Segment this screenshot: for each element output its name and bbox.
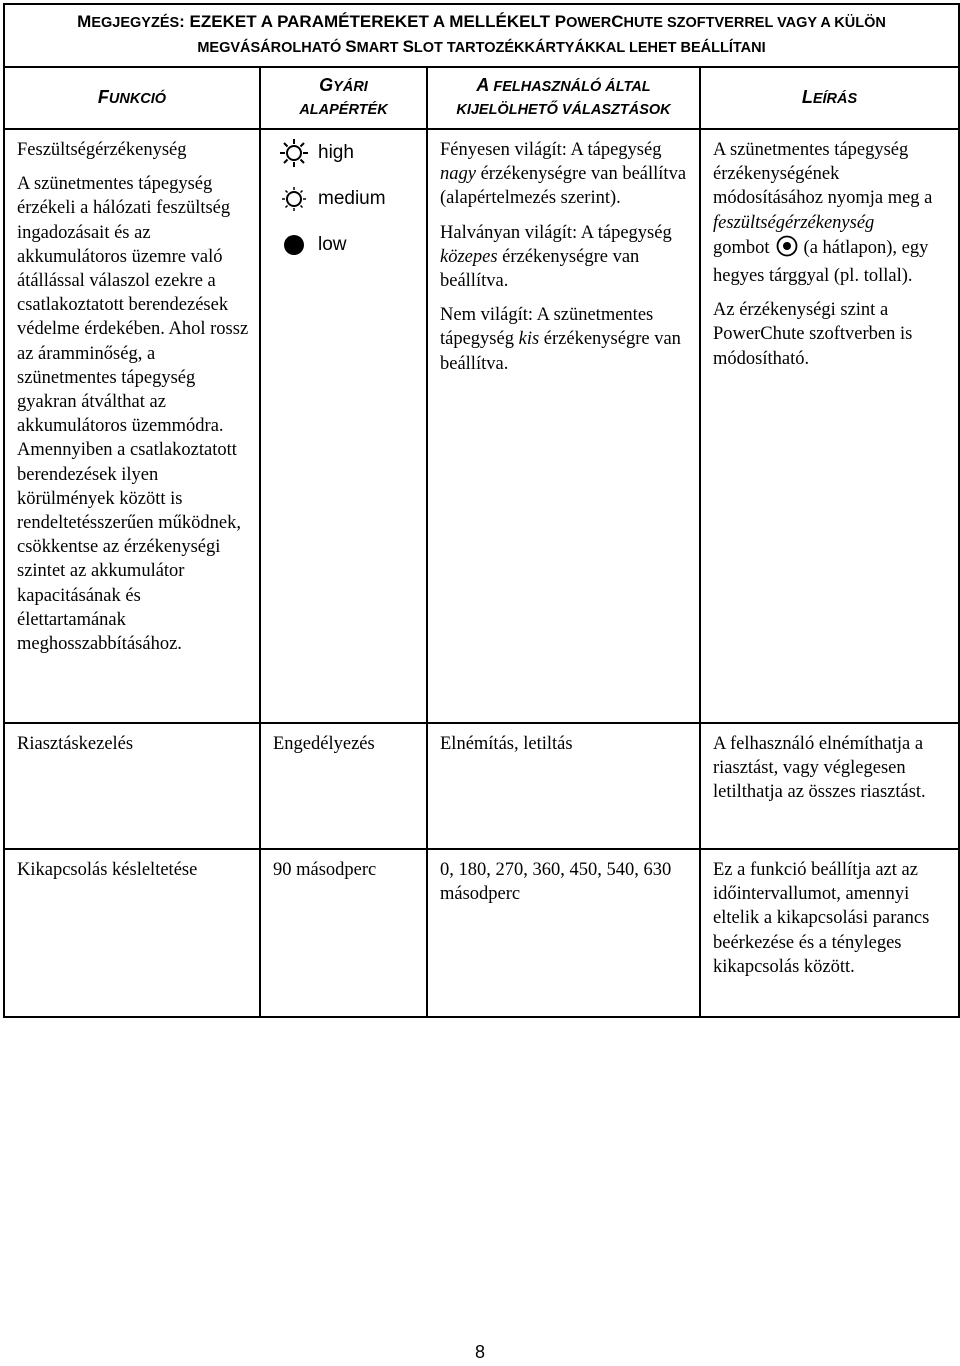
page-number: 8 xyxy=(474,1342,485,1362)
led-label-high: high xyxy=(318,142,354,163)
description-cell: A felhasználó elnémíthatja a riasztást, vagy véglegesen letilthatja az összes riasztást. xyxy=(700,723,959,849)
option-medium: Halványan világít: A tápegység közepes érzékenységre van beállítva. xyxy=(440,222,672,292)
settings-table xyxy=(3,3,960,1018)
description-paragraph-2: Az érzékenységi szint a PowerChute szoftverben is módosítható. xyxy=(713,300,913,369)
led-row-high xyxy=(273,138,416,184)
led-row-low xyxy=(273,230,416,276)
led-row-medium xyxy=(273,184,416,230)
table-row xyxy=(4,129,959,723)
description-paragraph-1: A szünetmentes tápegység érzékenységének módosításához nyomja meg a feszültségérzékenység gombot (a hátlapon), egy hegyes tárggyal (pl. tollal). xyxy=(713,140,933,287)
options-cell: Elnémítás, letiltás xyxy=(427,723,700,849)
default-cell: 90 másodperc xyxy=(260,849,427,1017)
note-banner xyxy=(4,4,959,67)
header-options: A FELHASZNÁLÓ ÁLTAL KIJELÖLHETŐ VÁLASZTÁSOK xyxy=(427,67,700,129)
led-off-icon xyxy=(279,230,309,265)
table-row xyxy=(4,849,959,1017)
header-default: GYÁRI ALAPÉRTÉK xyxy=(260,67,427,129)
function-cell: Kikapcsolás késleltetése xyxy=(4,849,260,1017)
option-low: Nem világít: A szünetmentes tápegység kis érzékenységre van beállítva. xyxy=(440,305,681,374)
header-function: FUNKCIÓ xyxy=(4,67,260,129)
note-line-2: MEGVÁSÁROLHATÓ SMART SLOT TARTOZÉKKÁRTYÁKKAL LEHET BEÁLLÍTANI xyxy=(197,37,766,56)
led-dim-icon xyxy=(279,184,309,219)
header-description: LEÍRÁS xyxy=(700,67,959,129)
function-cell: Riasztáskezelés xyxy=(4,723,260,849)
sensitivity-button-icon xyxy=(776,235,798,264)
function-cell xyxy=(4,129,260,723)
led-label-low: low xyxy=(318,234,347,255)
function-text: A szünetmentes tápegység érzékeli a hálózati feszültség ingadozásait és az akkumulátoros üzemre való átállással válaszol ezekre a csatlakoztatott berendezések védelme érdekében. Ahol rossz az áramminőség, a szünetmentes tápegység gyakran átválthat az akkumulátoros üzemmódra. Amennyiben a csatlakoztatott berendezések ilyen körülmények között is rendeltetésszerűen működnek, csökkentse az érzékenységi szintet az akkumulátor kapacitásának és élettartamának meghosszabbításához. xyxy=(17,174,249,655)
default-cell xyxy=(260,129,427,723)
default-cell: Engedélyezés xyxy=(260,723,427,849)
function-title: Feszültségérzékenység xyxy=(17,140,187,160)
header-row xyxy=(4,67,959,129)
option-high: Fényesen világít: A tápegység nagy érzékenységre van beállítva (alapértelmezés szerint). xyxy=(440,140,687,209)
table-row xyxy=(4,723,959,849)
note-line-1: MEGJEGYZÉS: EZEKET A PARAMÉTEREKET A MELLÉKELT POWERCHUTE SZOFTVERREL VAGY A KÜLÖN xyxy=(77,12,886,31)
description-cell xyxy=(700,129,959,723)
led-label-medium: medium xyxy=(318,188,386,209)
options-cell: 0, 180, 270, 360, 450, 540, 630 másodperc xyxy=(427,849,700,1017)
description-cell: Ez a funkció beállítja azt az időintervallumot, amennyi eltelik a kikapcsolási parancs beérkezése és a tényleges kikapcsolás között. xyxy=(700,849,959,1017)
options-cell xyxy=(427,129,700,723)
led-bright-icon xyxy=(279,138,309,173)
